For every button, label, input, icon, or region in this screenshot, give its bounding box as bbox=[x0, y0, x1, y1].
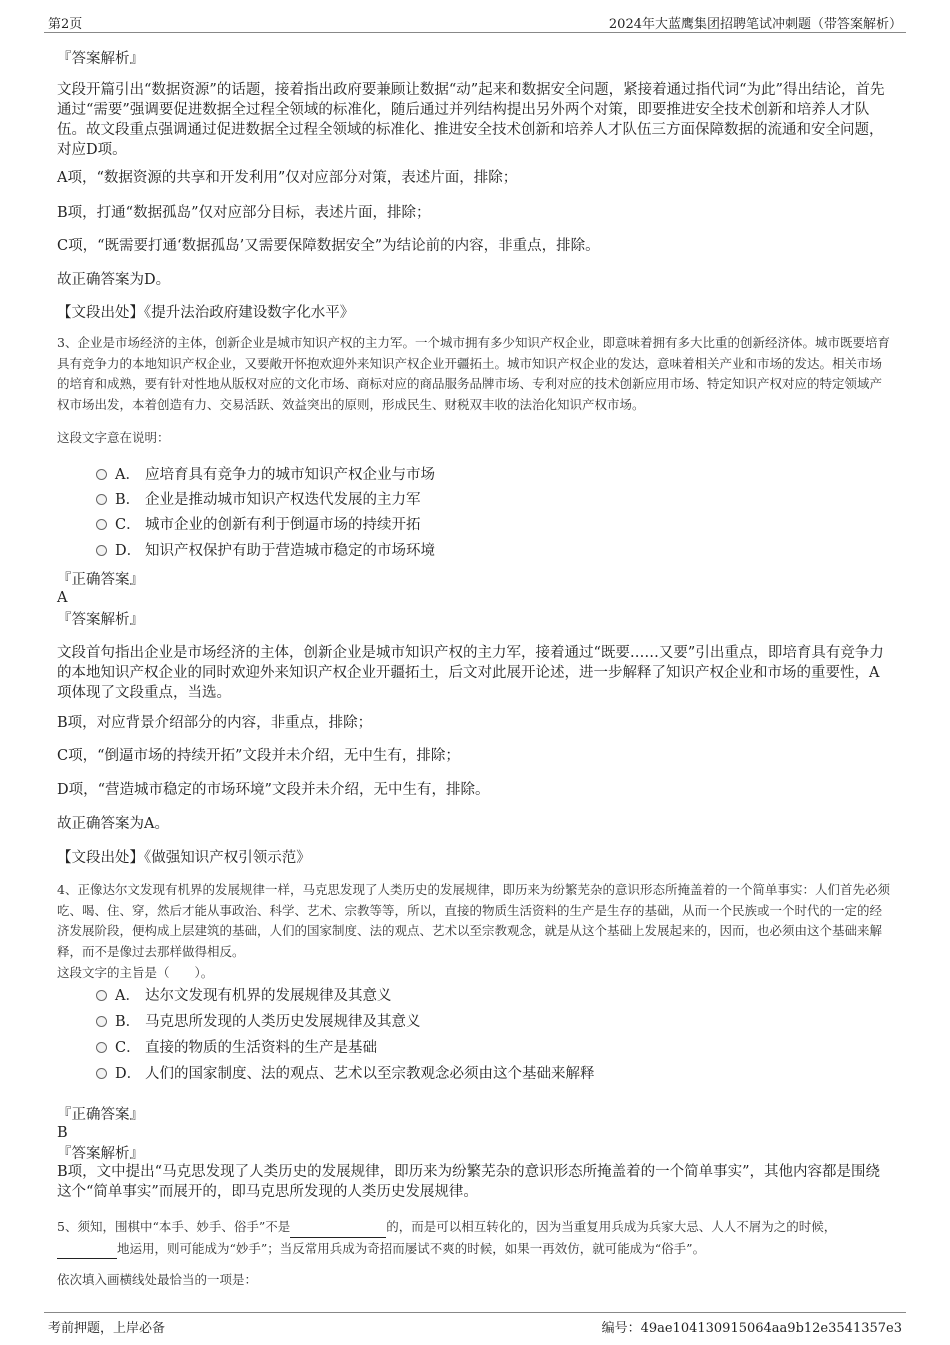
q4-analysis-label: 『答案解析』 bbox=[57, 1146, 144, 1162]
q4-option-a[interactable]: A． 达尔文发现有机界的发展规律及其意义 bbox=[96, 986, 392, 1006]
q4-stem: 4、正像达尔文发现有机界的发展规律一样，马克思发现了人类历史的发展规律，即历来为纷繁芜杂的意识形态所掩盖着的一个简单事实：人们首先必须吃、喝、住、穿，然后才能从事政治、科学、艺术、宗教等等，所以，直接的物质生活资料的生产是生存的基础，从而一个民族或一个时代的一定的经济发展阶段，便构成上层建筑的基础，人们的国家制度、法的观点、艺术以至宗教观念，就是从这个基础上发展起来的，因而，也必须由这个基础来解释，而不是像过去那样做得相反。 bbox=[57, 882, 890, 959]
q4-option-c[interactable]: C． 直接的物质的生活资料的生产是基础 bbox=[96, 1038, 377, 1058]
page-number: 第2页 bbox=[48, 17, 83, 32]
q2-analysis-paragraph: 文段开篇引出“数据资源”的话题，接着指出政府要兼顾让数据“动”起来和数据安全问题，紧接着通过指代词“为此”得出结论，首先通过“需要”强调要促进数据全过程全领域的标准化，随后通过并列结构提出另外两个对策，即要推进安全技术创新和培养人才队伍。故文段重点强调通过促进数据全过程全领域的标准化、推进安全技术创新和培养人才队伍三方面保障数据的流通和安全问题，对应D项。 bbox=[57, 82, 885, 158]
fill-in-blank-2[interactable] bbox=[57, 1238, 117, 1260]
radio-button[interactable] bbox=[96, 1016, 107, 1027]
q4-analysis-paragraph: B项，文中提出“马克思发现了人类历史的发展规律，即历来为纷繁芜杂的意识形态所掩盖着的一个简单事实”，其他内容都是围绕这个“简单事实”而展开的，即马克思所发现的人类历史发展规律。 bbox=[57, 1164, 880, 1200]
q3-answer-label: 『正确答案』 bbox=[57, 572, 144, 588]
q3-option-c[interactable]: C． 城市企业的创新有利于倒逼市场的持续开拓 bbox=[96, 515, 421, 535]
document-id: 编号：49ae104130915064aa9b12e3541357e3 bbox=[601, 1321, 902, 1336]
q3-source: 【文段出处】《做强知识产权引领示范》 bbox=[57, 850, 311, 866]
q4-answer-label: 『正确答案』 bbox=[57, 1107, 144, 1123]
q3-analysis-option-c: C项，“倒逼市场的持续开拓”文段并未介绍，无中生有，排除； bbox=[57, 748, 460, 764]
q3-stem: 3、企业是市场经济的主体，创新企业是城市知识产权的主力军。一个城市拥有多少知识产权企业，即意味着拥有多大比重的创新经济体。城市既要培育具有竞争力的本地知识产权企业，又要敞开怀抱欢迎外来知识产权企业开疆拓土。城市知识产权企业的发达，意味着相关产业和市场的发达。相关市场的培育和成熟，要有针对性地从版权对应的文化市场、商标对应的商品服务品牌市场、专利对应的技术创新应用市场、特定知识产权对应的特定领域产权市场出发，本着创造有力、交易活跃、效益突出的原则，形成民生、财税双丰收的法治化知识产权市场。 bbox=[57, 335, 890, 412]
q3-option-b[interactable]: B． 企业是推动城市知识产权迭代发展的主力军 bbox=[96, 490, 421, 510]
q3-option-a[interactable]: A． 应培育具有竞争力的城市知识产权企业与市场 bbox=[96, 465, 435, 485]
q3-question: 这段文字意在说明： bbox=[57, 430, 170, 445]
radio-button[interactable] bbox=[96, 469, 107, 480]
q3-answer: A bbox=[57, 590, 68, 606]
q4-option-d[interactable]: D． 人们的国家制度、法的观点、艺术以至宗教观念必须由这个基础来解释 bbox=[96, 1064, 595, 1084]
q3-analysis-label: 『答案解析』 bbox=[57, 612, 144, 628]
q2-analysis-label: 『答案解析』 bbox=[57, 51, 144, 67]
q3-analysis-paragraph: 文段首句指出企业是市场经济的主体，创新企业是城市知识产权的主力军，接着通过“既要……又要”引出重点，即培育具有竞争力的本地知识产权企业的同时欢迎外来知识产权企业开疆拓土，后文对此展开论述，进一步解释了知识产权企业和市场的重要性，A项体现了文段重点，当选。 bbox=[57, 645, 884, 701]
q2-source: 【文段出处】《提升法治政府建设数字化水平》 bbox=[57, 305, 355, 321]
q4-answer: B bbox=[57, 1125, 68, 1141]
radio-button[interactable] bbox=[96, 990, 107, 1001]
radio-button[interactable] bbox=[96, 1068, 107, 1079]
radio-button[interactable] bbox=[96, 519, 107, 530]
q3-analysis-option-b: B项，对应背景介绍部分的内容，非重点，排除； bbox=[57, 715, 373, 731]
q2-answer-conclusion: 故正确答案为D。 bbox=[57, 272, 171, 288]
q5-question: 依次填入画横线处最恰当的一项是： bbox=[57, 1272, 258, 1287]
page-header bbox=[44, 10, 906, 33]
q3-answer-conclusion: 故正确答案为A。 bbox=[57, 816, 169, 832]
q3-option-d[interactable]: D． 知识产权保护有助于营造城市稳定的市场环境 bbox=[96, 541, 435, 561]
page-footer bbox=[44, 1312, 906, 1337]
radio-button[interactable] bbox=[96, 545, 107, 556]
q2-analysis-option-a: A项，“数据资源的共享和开发利用”仅对应部分对策，表述片面，排除； bbox=[57, 170, 518, 186]
footer-slogan: 考前押题，上岸必备 bbox=[48, 1321, 166, 1336]
radio-button[interactable] bbox=[96, 494, 107, 505]
q4-option-b[interactable]: B． 马克思所发现的人类历史发展规律及其意义 bbox=[96, 1012, 421, 1032]
q3-analysis-option-d: D项，“营造城市稳定的市场环境”文段并未介绍，无中生有，排除。 bbox=[57, 782, 490, 798]
q2-analysis-option-c: C项，“既需要打通‘数据孤岛’又需要保障数据安全”为结论前的内容，非重点，排除。 bbox=[57, 238, 600, 254]
q5-stem: 5、须知，围棋中“本手、妙手、俗手”不是 的，而是可以相互转化的，因为当重复用兵成为兵家大忌、人人不屑为之的时候， 地运用，则可能成为“妙手”；当反常用兵成为奇招而屡试不爽的时候，如果一再效仿，就可能成为“俗手”。 bbox=[57, 1216, 893, 1259]
radio-button[interactable] bbox=[96, 1042, 107, 1053]
q4-question: 这段文字的主旨是（ ）。 bbox=[57, 965, 214, 980]
fill-in-blank-1[interactable] bbox=[290, 1216, 386, 1238]
document-title: 2024年大蓝鹰集团招聘笔试冲刺题（带答案解析） bbox=[608, 17, 902, 32]
q2-analysis-option-b: B项，打通“数据孤岛”仅对应部分目标，表述片面，排除； bbox=[57, 205, 431, 221]
